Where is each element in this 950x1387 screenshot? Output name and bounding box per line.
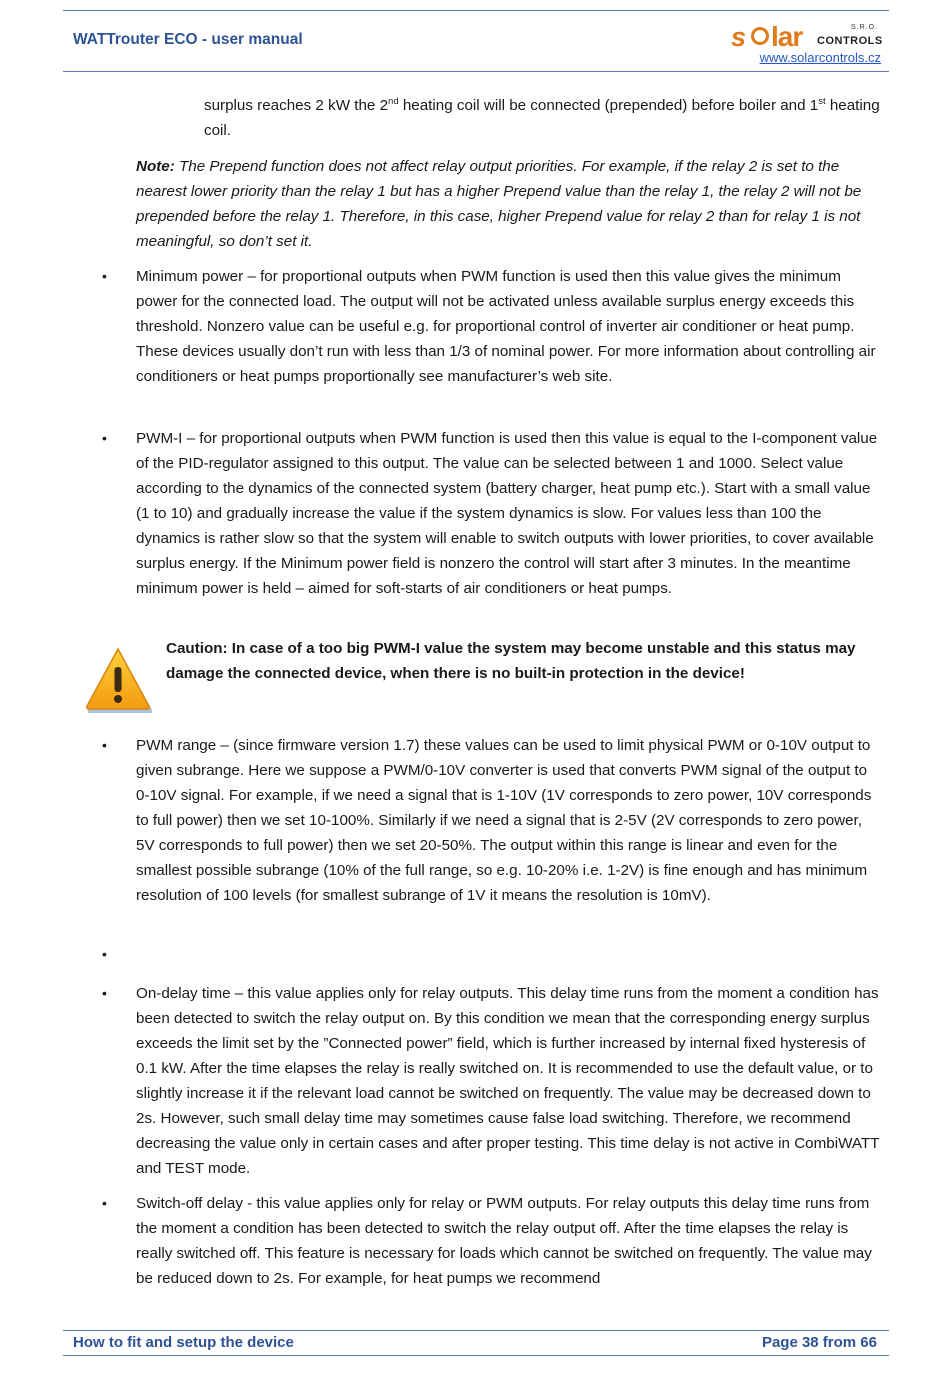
footer-bottom-rule: [63, 1355, 889, 1356]
logo-lar: lar: [771, 21, 803, 52]
text-part: heating coil will be connected (prepended) before boiler and 1: [398, 97, 819, 114]
bullet-icon: •: [102, 1195, 107, 1211]
document-title: WATTrouter ECO - user manual: [73, 31, 303, 48]
bullet-on-delay-time: On-delay time – this value applies only for relay outputs. This delay time runs from the moment a condition has been detected to switch the relay output on. By this condition we mean that the corresponding energy surplus exceeds the limit set by the ”Connected power” field, which is further increased by internal fixed hysteresis of 0.1 kW. After the time elapses the relay is really switched on. It is recommended to use the default value, or to slightly increase it if the relevant load cannot be switched on frequently. The value may be decreased down to 2s. However, such small delay time may sometimes cause false load switching. Therefore, we recommend decreasing the value only in certain cases and after proper testing. This time delay is not active in CombiWATT and TEST mode.: [136, 985, 880, 1177]
bullet-pwm-range: PWM range – (since firmware version 1.7) these values can be used to limit physical PWM or 0-10V output to given subrange. Here we suppose a PWM/0-10V converter is used that converts PWM signal of the output to 0-10V signal. For example, if we need a signal that is 1-10V (1V corresponds to zero power, 10V corresponds to full power) then we set 10-100%. Similarly if we need a signal that is 2-5V (2V corresponds to zero power, 5V corresponds to full power) then we set 20-50%. The output within this range is linear and even for the smallest possible subrange (10% of the full range, so e.g. 10-20% i.e. 1-2V) is fine enough and has minimum resolution of 100 levels (for smallest subrange of 1V it means the resolution is 10mV).: [136, 737, 872, 904]
note-text: The Prepend function does not affect relay output priorities. For example, if the relay 2 is set to the nearest lower priority than the relay 1 but has a higher Prepend value than the relay 1, the relay 2 will not be prepended before the relay 1. Therefore, in this case, higher Prepend value for relay 2 than for relay 1 is not meaningful, so don’t set it.: [136, 158, 862, 250]
bullet-pwm-i: PWM-I – for proportional outputs when PWM function is used then this value is equal to the I-component value of the PID-regulator assigned to this output. The value can be selected between 1 and 1000. Select value according to the dynamics of the connected system (battery charger, heat pump etc.). Start with a small value (1 to 10) and gradually increase the value if the system dynamics is slow. For values less than 100 the dynamics is rather slow so that the system will enable to switch outputs with lower priorities, to cover available surplus energy. If the Minimum power field is nonzero the control will start after 3 minutes. In the meantime minimum power is held – aimed for soft-starts of air conditioners or heat pumps.: [136, 430, 878, 597]
warning-triangle-icon: [82, 646, 154, 714]
continued-paragraph: [204, 93, 884, 143]
bullet-icon: •: [102, 985, 107, 1001]
superscript: st: [818, 95, 826, 107]
text-part: surplus reaches 2 kW the 2: [204, 97, 389, 114]
bullet-switch-off-delay: Switch-off delay - this value applies only for relay or PWM outputs. For relay outputs this delay time runs from the moment a condition has been detected to switch the relay output off. After the time elapses the relay is really switched off. This feature is necessary for loads which cannot be switched on frequently. The value may be reduced down to 2s. For example, for heat pumps we recommend: [136, 1195, 872, 1287]
bullet-icon-empty-item: •: [102, 946, 107, 962]
logo-sro: S.R.O.: [851, 24, 879, 31]
solarcontrols-logo: [731, 22, 883, 52]
footer-rule: [63, 1330, 889, 1331]
footer-section-title: How to fit and setup the device: [73, 1334, 294, 1351]
text-part: heating coil.: [204, 97, 880, 139]
bullet-icon: •: [102, 430, 107, 446]
logo-s: s: [731, 22, 746, 52]
note-label: Note:: [136, 158, 175, 175]
superscript: nd: [388, 95, 399, 107]
logo-controls: CONTROLS: [817, 35, 883, 47]
logo-gear-icon: [751, 27, 769, 45]
header-bottom-rule: [63, 71, 889, 72]
bullet-minimum-power: Minimum power – for proportional outputs when PWM function is used then this value gives the minimum power for the connected load. The output will not be activated unless available surplus energy exceeds this threshold. Nonzero value can be useful e.g. for proportional control of inverter air conditioner or heat pump. These devices usually don’t run with less than 1/3 of nominal power. For more information about controlling air conditioners or heat pumps proportionally see manufacturer’s web site.: [136, 268, 876, 385]
bullet-icon: •: [102, 268, 107, 284]
footer-page-number: Page 38 from 66: [761, 1334, 877, 1351]
note-paragraph: [136, 154, 881, 254]
bullet-icon: •: [102, 737, 107, 753]
caution-text: Caution: In case of a too big PWM-I value the system may become unstable and this status may damage the connected device, when there is no built-in protection in the device!: [166, 640, 856, 682]
website-link[interactable]: www.solarcontrols.cz: [759, 50, 881, 65]
header-top-rule: [63, 10, 889, 11]
